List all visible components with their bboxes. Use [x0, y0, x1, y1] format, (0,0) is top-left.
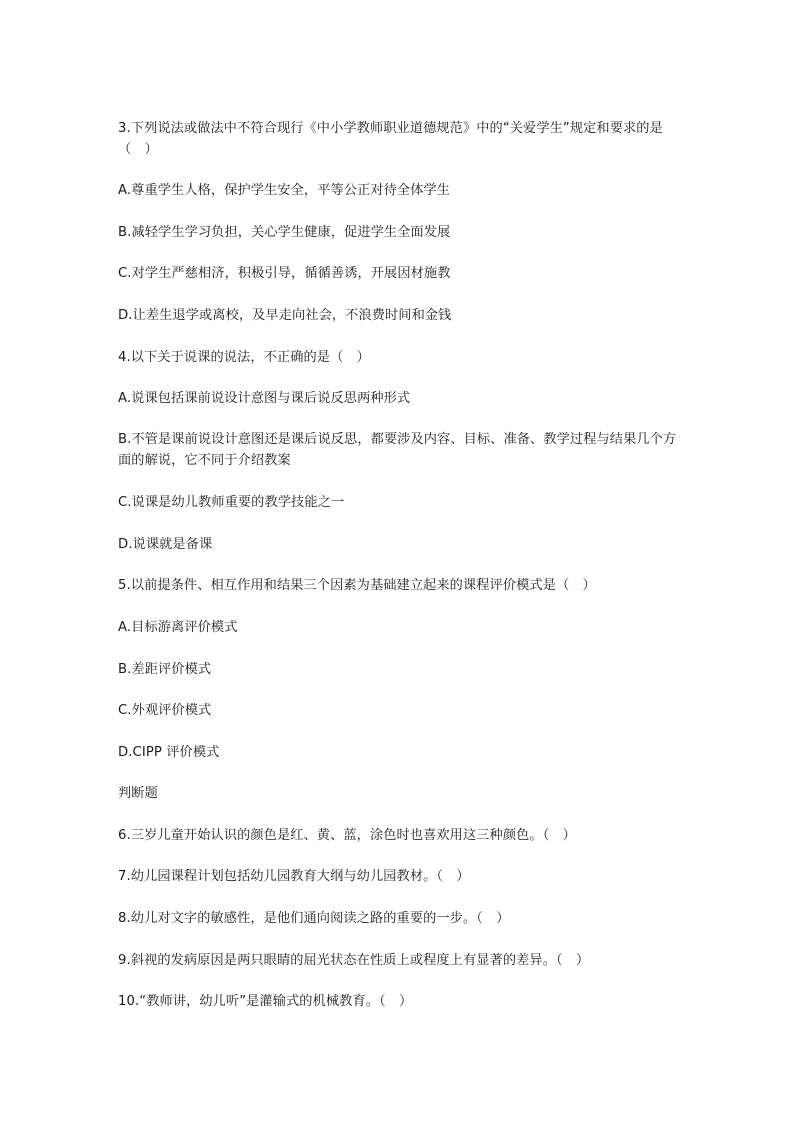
- question-3-option-b: B.减轻学生学习负担，关心学生健康，促进学生全面发展: [118, 225, 451, 240]
- question-5-option-a: A.目标游离评价模式: [118, 620, 238, 635]
- question-4-option-a: A.说课包括课前说设计意图与课后说反思两种形式: [118, 391, 411, 406]
- question-3-option-a: A.尊重学生人格，保护学生安全，平等公正对待全体学生: [118, 183, 451, 198]
- question-4-option-b: B.不管是课前说设计意图还是课后说反思，都要涉及内容、目标、准备、教学过程与结果几个方面的解说，它不同于介绍教案: [118, 432, 677, 468]
- question-9: 9.斜视的发病原因是两只眼睛的屈光状态在性质上或程度上有显著的差异。（ ）: [118, 953, 590, 968]
- question-5-option-b: B.差距评价模式: [118, 662, 212, 677]
- question-4-option-c: C.说课是幼儿教师重要的教学技能之一: [118, 495, 345, 510]
- question-8: 8.幼儿对文字的敏感性，是他们通向阅读之路的重要的一步。（ ）: [118, 911, 510, 926]
- question-3-option-d: D.让差生退学或离校，及早走向社会，不浪费时间和金钱: [118, 308, 452, 323]
- question-3-stem: 3.下列说法或做法中不符合现行《中小学教师职业道德规范》中的“关爱学生”规定和要求的是（ ）: [118, 121, 663, 157]
- question-3-option-c: C.对学生严慈相济，积极引导，循循善诱，开展因材施教: [118, 266, 451, 281]
- question-6: 6.三岁儿童开始认识的颜色是红、黄、蓝，涂色时也喜欢用这三种颜色。（ ）: [118, 828, 576, 843]
- question-5-stem: 5.以前提条件、相互作用和结果三个因素为基础建立起来的课程评价模式是（ ）: [118, 578, 596, 593]
- section-heading-judgement: 判断题: [118, 786, 158, 801]
- question-5-option-c: C.外观评价模式: [118, 703, 212, 718]
- question-4-option-d: D.说课就是备课: [118, 537, 213, 552]
- question-4-stem: 4.以下关于说课的说法，不正确的是（ ）: [118, 350, 370, 365]
- question-5-option-d: D.CIPP 评价模式: [118, 745, 220, 760]
- question-10: 10.“教师讲，幼儿听”是灌输式的机械教育。（ ）: [118, 994, 413, 1009]
- question-7: 7.幼儿园课程计划包括幼儿园教育大纲与幼儿园教材。（ ）: [118, 869, 470, 884]
